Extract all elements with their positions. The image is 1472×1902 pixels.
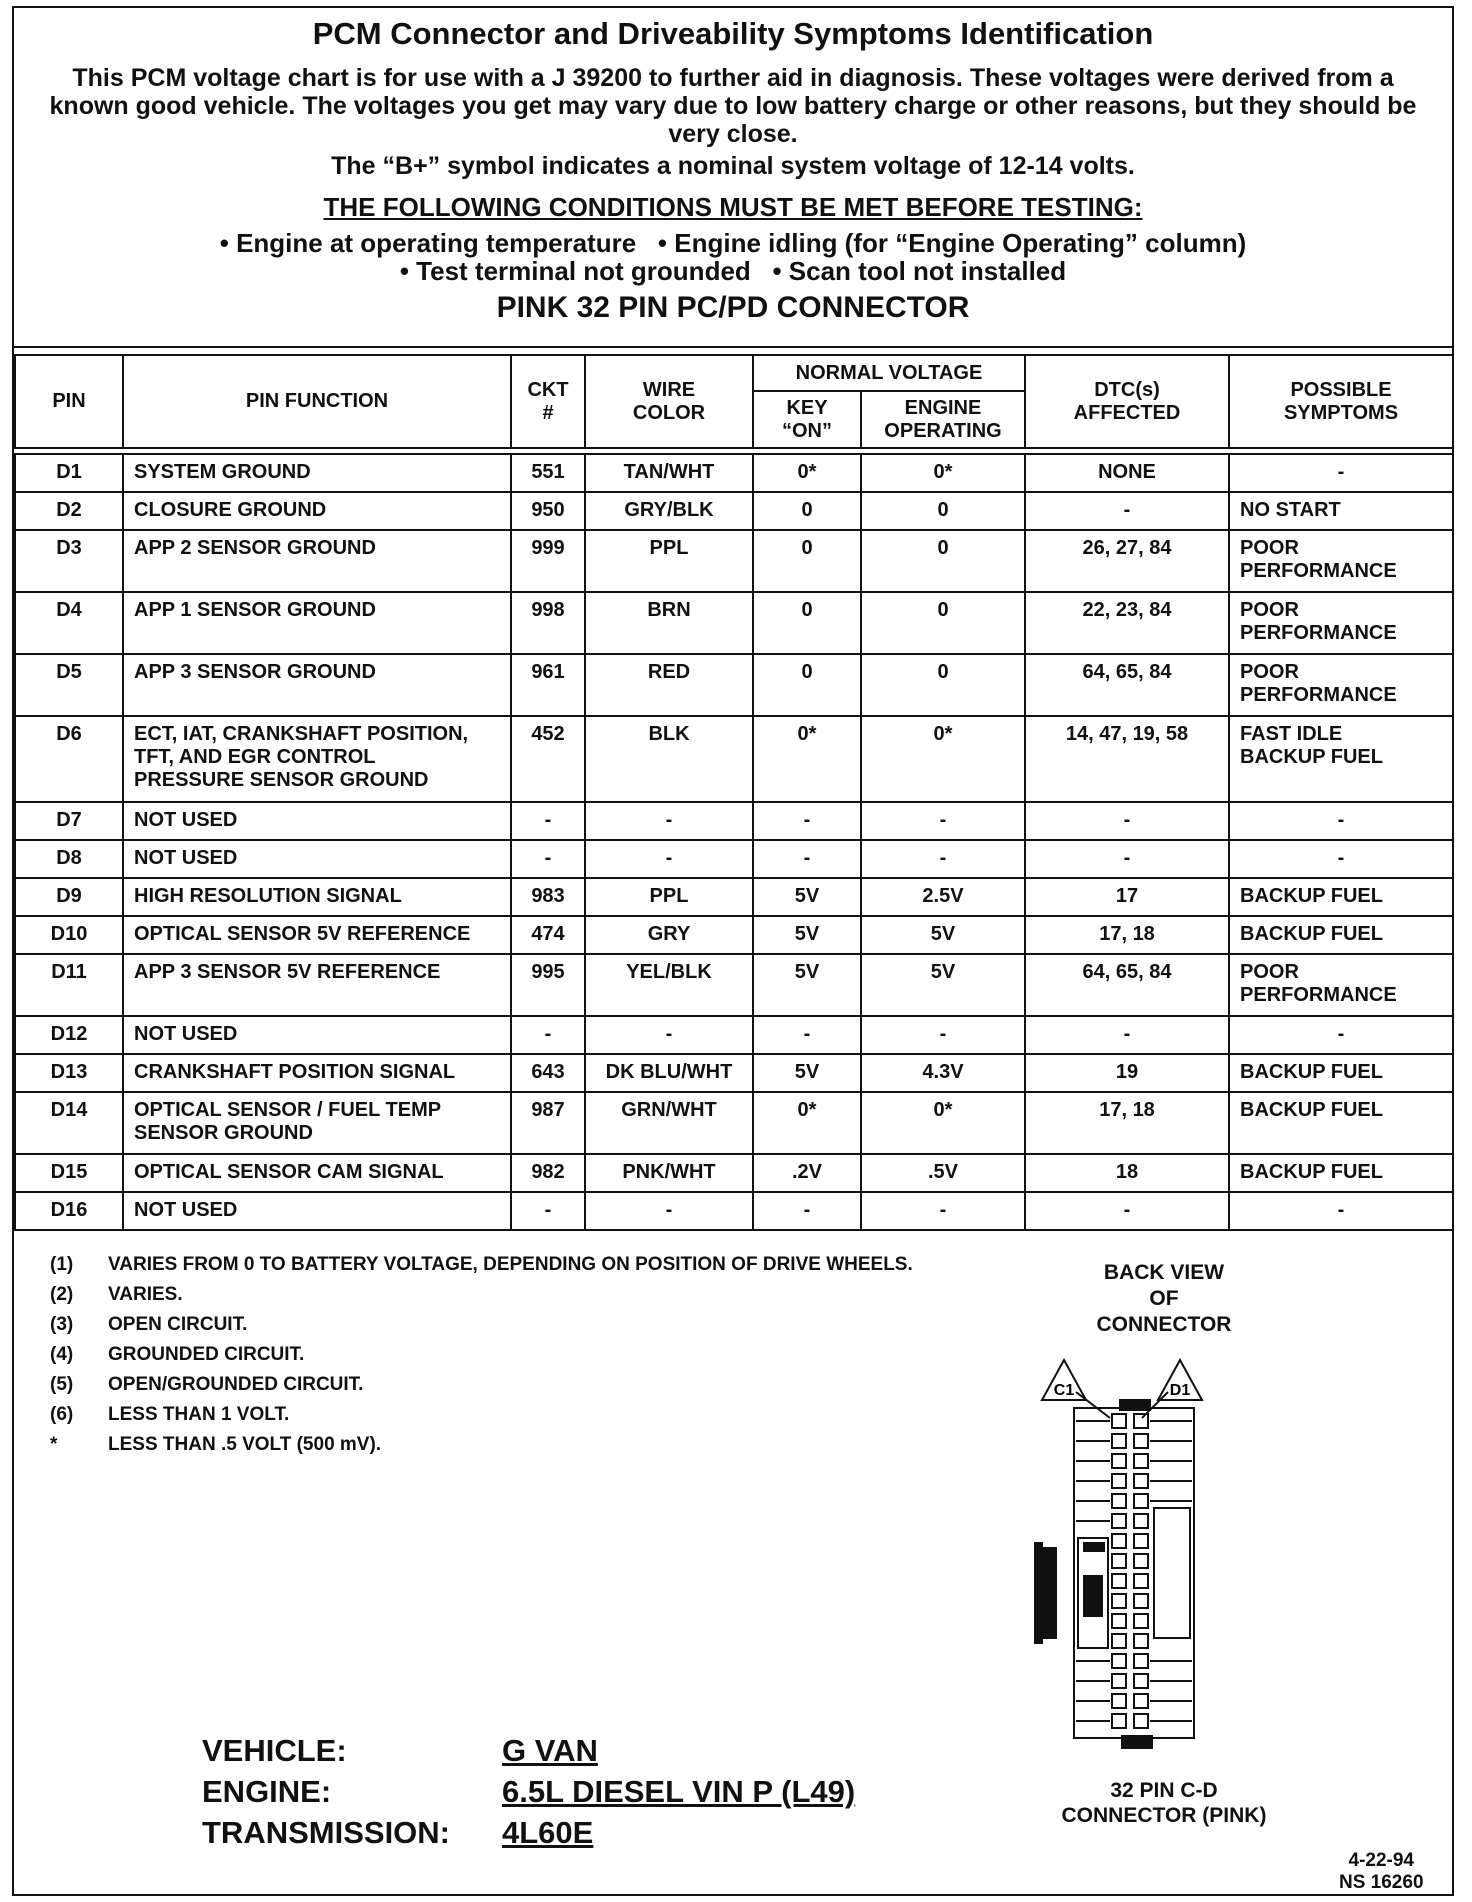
document-code <box>1339 1850 1424 1894</box>
header-engine-operating <box>861 391 1025 448</box>
note-text: LESS THAN 1 VOLT. <box>108 1404 290 1425</box>
dtc-cell: 14, 47, 19, 58 <box>1025 716 1229 802</box>
d-pin-cavity <box>1134 1434 1148 1448</box>
pin-cell: D8 <box>15 840 123 878</box>
note-item <box>50 1374 913 1404</box>
d-pin-cavity <box>1134 1634 1148 1648</box>
ckt-cell: 961 <box>511 654 585 716</box>
note-key: (6) <box>50 1404 74 1425</box>
engine-op-cell: 0* <box>861 454 1025 492</box>
d-pin-cavity <box>1134 1494 1148 1508</box>
ckt-cell: 452 <box>511 716 585 802</box>
symptom-line: POOR <box>1240 599 1299 621</box>
table-row <box>15 654 1453 716</box>
dtc-cell: 17, 18 <box>1025 916 1229 954</box>
pin-cell: D12 <box>15 1016 123 1054</box>
c-pin-cavity <box>1112 1574 1126 1588</box>
header-key-on <box>753 391 861 448</box>
header-pin-function: PIN FUNCTION <box>123 355 511 448</box>
note-key: (2) <box>50 1284 74 1305</box>
table-row <box>15 1192 1453 1230</box>
note-item <box>50 1254 913 1284</box>
table-row <box>15 492 1453 530</box>
c-pin-cavity <box>1112 1474 1126 1488</box>
engine-op-cell: 0 <box>861 530 1025 592</box>
symptom-line: - <box>1337 1199 1345 1221</box>
date-stamp: 4-22-94 <box>1348 1850 1414 1871</box>
c-pin-cavity <box>1112 1534 1126 1548</box>
c-pin-cavity <box>1112 1414 1126 1428</box>
note-text: LESS THAN .5 VOLT (500 mV). <box>108 1434 382 1455</box>
table-row <box>15 1016 1453 1054</box>
d-pin-cavity <box>1134 1594 1148 1608</box>
pin-cell: D4 <box>15 592 123 654</box>
transmission-value: 4L60E <box>502 1815 594 1850</box>
ckt-cell: 987 <box>511 1092 585 1154</box>
key-on-cell: 0 <box>753 654 861 716</box>
pin-cell: D2 <box>15 492 123 530</box>
c-pin-cavity <box>1112 1654 1126 1668</box>
d-pin-cavity <box>1134 1574 1148 1588</box>
dtc-cell: 17 <box>1025 878 1229 916</box>
dtc-cell: 19 <box>1025 1054 1229 1092</box>
symptom-line: PERFORMANCE <box>1240 560 1397 582</box>
key-on-cell: 0 <box>753 592 861 654</box>
header-wire-color <box>585 355 753 448</box>
wire-cell: GRY <box>585 916 753 954</box>
intro-text: This PCM voltage chart is for use with a J 39200 to further aid in diagnosis. These voltages were derived from a known good vehicle. The voltages you get may vary due to low battery charge or other reasons, but they should be very close. <box>49 64 1417 148</box>
wire-cell: YEL/BLK <box>585 954 753 1016</box>
condition-item: • Engine at operating temperature <box>220 228 637 258</box>
function-line: OPTICAL SENSOR 5V REFERENCE <box>134 923 471 945</box>
c1-label: C1 <box>1053 1382 1075 1399</box>
pin-cell: D9 <box>15 878 123 916</box>
dtc-cell: - <box>1025 840 1229 878</box>
key-on-cell: 0 <box>753 492 861 530</box>
c-pin-cavity <box>1112 1634 1126 1648</box>
header-ckt-line1: CKT <box>527 378 569 401</box>
function-cell <box>123 454 511 492</box>
table-row <box>15 916 1453 954</box>
note-key: (4) <box>50 1344 74 1365</box>
symptoms-cell <box>1229 1092 1453 1154</box>
symptom-line: PERFORMANCE <box>1240 622 1397 644</box>
table-row <box>15 802 1453 840</box>
dtc-cell: 17, 18 <box>1025 1092 1229 1154</box>
document-frame <box>12 6 1454 1896</box>
ckt-cell: 999 <box>511 530 585 592</box>
dtc-cell: NONE <box>1025 454 1229 492</box>
connector-caption <box>1024 1778 1304 1828</box>
table-row <box>15 840 1453 878</box>
dtc-cell: - <box>1025 1016 1229 1054</box>
symptom-line: BACKUP FUEL <box>1240 1161 1383 1183</box>
engine-op-cell: - <box>861 1192 1025 1230</box>
header-pin: PIN <box>15 355 123 448</box>
wire-cell: BLK <box>585 716 753 802</box>
symptom-line: PERFORMANCE <box>1240 684 1397 706</box>
function-cell <box>123 592 511 654</box>
pin-cell: D6 <box>15 716 123 802</box>
ckt-cell: - <box>511 1016 585 1054</box>
ckt-cell: 474 <box>511 916 585 954</box>
wire-cell: - <box>585 840 753 878</box>
note-text: OPEN/GROUNDED CIRCUIT. <box>108 1374 364 1395</box>
symptoms-cell <box>1229 954 1453 1016</box>
function-cell <box>123 530 511 592</box>
table-row <box>15 716 1453 802</box>
ckt-cell: - <box>511 840 585 878</box>
d-pin-cavity <box>1134 1714 1148 1728</box>
engine-op-cell: - <box>861 1016 1025 1054</box>
symptom-line: NO START <box>1240 499 1341 521</box>
symptom-line: BACKUP FUEL <box>1240 923 1383 945</box>
wire-cell: - <box>585 1016 753 1054</box>
back-view-line: BACK VIEW <box>1103 1261 1225 1284</box>
header-engine-line2: OPERATING <box>884 419 1002 442</box>
dtc-cell: - <box>1025 492 1229 530</box>
wire-cell: - <box>585 802 753 840</box>
vehicle-block <box>202 1733 855 1856</box>
d-pin-cavity <box>1134 1534 1148 1548</box>
condition-item: • Engine idling (for “Engine Operating” column) <box>658 228 1246 258</box>
symptoms-cell <box>1229 454 1453 492</box>
symptom-line: BACKUP FUEL <box>1240 746 1383 768</box>
symptom-line: BACKUP FUEL <box>1240 1061 1383 1083</box>
header-wire-line1: WIRE <box>642 378 696 401</box>
page-title: PCM Connector and Driveability Symptoms Identification <box>312 16 1154 51</box>
header-ckt-line2: # <box>542 401 554 424</box>
symptom-line: - <box>1337 461 1345 483</box>
symptom-line: POOR <box>1240 961 1299 983</box>
function-line: HIGH RESOLUTION SIGNAL <box>134 885 402 907</box>
back-view-line: CONNECTOR <box>1096 1313 1232 1336</box>
wire-cell: PNK/WHT <box>585 1154 753 1192</box>
function-cell <box>123 878 511 916</box>
c-pin-cavity <box>1112 1674 1126 1688</box>
function-line: PRESSURE SENSOR GROUND <box>134 769 429 791</box>
pin-rows <box>15 448 1453 1230</box>
d-pin-cavity <box>1134 1474 1148 1488</box>
header-key-line2: “ON” <box>782 419 832 442</box>
function-cell <box>123 492 511 530</box>
vehicle-value: G VAN <box>502 1733 598 1768</box>
engine-op-cell: 0 <box>861 654 1025 716</box>
pin-cell: D14 <box>15 1092 123 1154</box>
c-pin-cavity <box>1112 1554 1126 1568</box>
engine-op-cell: 2.5V <box>861 878 1025 916</box>
ckt-cell: 983 <box>511 878 585 916</box>
engine-op-cell: 0* <box>861 1092 1025 1154</box>
wire-cell: TAN/WHT <box>585 454 753 492</box>
transmission-row <box>202 1815 855 1856</box>
condition-item: • Test terminal not grounded <box>400 256 751 286</box>
key-on-cell: 0* <box>753 454 861 492</box>
conditions-heading: THE FOLLOWING CONDITIONS MUST BE MET BEFORE TESTING: <box>323 192 1143 222</box>
d-pin-cavity <box>1134 1414 1148 1428</box>
note-item <box>50 1344 913 1374</box>
key-on-cell: 5V <box>753 1054 861 1092</box>
symptoms-cell <box>1229 492 1453 530</box>
dtc-cell: - <box>1025 802 1229 840</box>
caption-line: 32 PIN C-D <box>1110 1779 1218 1802</box>
symptoms-cell <box>1229 878 1453 916</box>
header <box>14 8 1452 348</box>
wire-cell: GRN/WHT <box>585 1092 753 1154</box>
note-text: VARIES FROM 0 TO BATTERY VOLTAGE, DEPENDING ON POSITION OF DRIVE WHEELS. <box>108 1254 913 1275</box>
table-row <box>15 878 1453 916</box>
header-engine-line1: ENGINE <box>904 396 982 419</box>
ns-code: NS 16260 <box>1339 1872 1424 1893</box>
key-on-cell: - <box>753 1016 861 1054</box>
symptoms-cell <box>1229 1192 1453 1230</box>
c-pin-cavity <box>1112 1714 1126 1728</box>
engine-op-cell: 4.3V <box>861 1054 1025 1092</box>
pin-cell: D15 <box>15 1154 123 1192</box>
table-row <box>15 1054 1453 1092</box>
wire-cell: GRY/BLK <box>585 492 753 530</box>
symptom-line: FAST IDLE <box>1240 723 1343 745</box>
bplus-note: The “B+” symbol indicates a nominal system voltage of 12-14 volts. <box>331 152 1135 180</box>
pin-c1-marker <box>1042 1360 1110 1418</box>
header-dtc-line2: AFFECTED <box>1073 401 1181 424</box>
engine-op-cell: 5V <box>861 916 1025 954</box>
c-pin-cavity <box>1112 1594 1126 1608</box>
dtc-cell: 22, 23, 84 <box>1025 592 1229 654</box>
symptoms-cell <box>1229 592 1453 654</box>
conditions-line-1 <box>14 228 1452 259</box>
engine-op-cell: 0 <box>861 592 1025 654</box>
function-cell <box>123 1016 511 1054</box>
symptoms-cell <box>1229 530 1453 592</box>
note-text: OPEN CIRCUIT. <box>108 1314 248 1335</box>
ckt-cell: - <box>511 1192 585 1230</box>
condition-item: • Scan tool not installed <box>772 256 1066 286</box>
table-row <box>15 954 1453 1016</box>
wire-cell: RED <box>585 654 753 716</box>
symptom-line: BACKUP FUEL <box>1240 885 1383 907</box>
c-pin-cavity <box>1112 1454 1126 1468</box>
function-line: SENSOR GROUND <box>134 1122 313 1144</box>
wire-cell: - <box>585 1192 753 1230</box>
c-pin-cavity <box>1112 1434 1126 1448</box>
function-cell <box>123 840 511 878</box>
symptom-line: - <box>1337 847 1345 869</box>
connector-diagram <box>1034 1348 1234 1773</box>
note-item <box>50 1404 913 1434</box>
back-view-label <box>1054 1260 1274 1338</box>
c-pin-cavity <box>1112 1494 1126 1508</box>
function-cell <box>123 916 511 954</box>
pin-cell: D1 <box>15 454 123 492</box>
dtc-cell: 64, 65, 84 <box>1025 654 1229 716</box>
function-line: APP 3 SENSOR 5V REFERENCE <box>134 961 441 983</box>
note-key: (5) <box>50 1374 74 1395</box>
note-item <box>50 1314 913 1344</box>
dtc-cell: 18 <box>1025 1154 1229 1192</box>
ckt-cell: 995 <box>511 954 585 1016</box>
pin-cell: D11 <box>15 954 123 1016</box>
symptom-line: BACKUP FUEL <box>1240 1099 1383 1121</box>
d-pin-cavity <box>1134 1694 1148 1708</box>
d-pin-cavity <box>1134 1554 1148 1568</box>
function-line: CRANKSHAFT POSITION SIGNAL <box>134 1061 456 1083</box>
note-key: (1) <box>50 1254 74 1275</box>
symptoms-cell <box>1229 802 1453 840</box>
c-pin-cavity <box>1112 1694 1126 1708</box>
header-dtc <box>1025 355 1229 448</box>
table-row <box>15 530 1453 592</box>
function-line: CLOSURE GROUND <box>134 499 327 521</box>
key-on-cell: 0* <box>753 716 861 802</box>
c-pin-cavity <box>1112 1514 1126 1528</box>
function-cell <box>123 716 511 802</box>
header-wire-line2: COLOR <box>632 401 706 424</box>
note-text: GROUNDED CIRCUIT. <box>108 1344 305 1365</box>
header-normal-voltage: NORMAL VOLTAGE <box>753 355 1025 391</box>
dtc-cell: - <box>1025 1192 1229 1230</box>
key-on-cell: 0* <box>753 1092 861 1154</box>
key-on-cell: .2V <box>753 1154 861 1192</box>
function-cell <box>123 654 511 716</box>
key-on-cell: 0 <box>753 530 861 592</box>
function-line: NOT USED <box>134 1199 238 1221</box>
function-line: APP 3 SENSOR GROUND <box>134 661 376 683</box>
function-line: TFT, AND EGR CONTROL <box>134 746 376 768</box>
connector-pins <box>1112 1414 1148 1728</box>
engine-label: ENGINE: <box>202 1774 332 1809</box>
pin-cell: D13 <box>15 1054 123 1092</box>
d-pin-cavity <box>1134 1454 1148 1468</box>
key-on-cell: 5V <box>753 878 861 916</box>
note-key: * <box>50 1434 58 1455</box>
table-row <box>15 592 1453 654</box>
header-symptoms-line1: POSSIBLE <box>1290 378 1392 401</box>
note-item <box>50 1284 913 1314</box>
header-ckt <box>511 355 585 448</box>
key-on-cell: 5V <box>753 916 861 954</box>
function-line: ECT, IAT, CRANKSHAFT POSITION, <box>134 723 469 745</box>
note-text: VARIES. <box>108 1284 183 1305</box>
engine-value: 6.5L DIESEL VIN P (L49) <box>502 1774 856 1809</box>
function-line: APP 2 SENSOR GROUND <box>134 537 376 559</box>
ckt-cell: 643 <box>511 1054 585 1092</box>
pin-cell: D3 <box>15 530 123 592</box>
key-on-cell: 5V <box>753 954 861 1016</box>
wire-cell: PPL <box>585 530 753 592</box>
pin-cell: D7 <box>15 802 123 840</box>
function-cell <box>123 1054 511 1092</box>
note-key: (3) <box>50 1314 74 1335</box>
conditions-line-2 <box>14 256 1452 287</box>
symptoms-cell <box>1229 654 1453 716</box>
ckt-cell: 551 <box>511 454 585 492</box>
vehicle-row <box>202 1733 855 1774</box>
connector-title: PINK 32 PIN PC/PD CONNECTOR <box>496 291 970 324</box>
pin-cell: D10 <box>15 916 123 954</box>
symptom-line: POOR <box>1240 537 1299 559</box>
d-pin-cavity <box>1134 1654 1148 1668</box>
engine-op-cell: - <box>861 840 1025 878</box>
function-line: SYSTEM GROUND <box>134 461 311 483</box>
ckt-cell: 950 <box>511 492 585 530</box>
d-pin-cavity <box>1134 1514 1148 1528</box>
function-cell <box>123 802 511 840</box>
symptoms-cell <box>1229 840 1453 878</box>
key-on-cell: - <box>753 1192 861 1230</box>
function-cell <box>123 1192 511 1230</box>
symptom-line: POOR <box>1240 661 1299 683</box>
wire-cell: PPL <box>585 878 753 916</box>
engine-row <box>202 1774 855 1815</box>
symptoms-cell <box>1229 1054 1453 1092</box>
table-row <box>15 454 1453 492</box>
engine-op-cell: 5V <box>861 954 1025 1016</box>
symptoms-cell <box>1229 1016 1453 1054</box>
symptoms-cell <box>1229 716 1453 802</box>
function-line: NOT USED <box>134 809 238 831</box>
key-on-cell: - <box>753 840 861 878</box>
caption-line: CONNECTOR (PINK) <box>1061 1804 1267 1827</box>
pin-cell: D5 <box>15 654 123 716</box>
symptom-line: PERFORMANCE <box>1240 984 1397 1006</box>
function-line: OPTICAL SENSOR / FUEL TEMP <box>134 1099 442 1121</box>
engine-op-cell: - <box>861 802 1025 840</box>
symptoms-cell <box>1229 1154 1453 1192</box>
engine-op-cell: 0* <box>861 716 1025 802</box>
d1-label: D1 <box>1169 1382 1191 1399</box>
symptom-line: - <box>1337 809 1345 831</box>
function-cell <box>123 954 511 1016</box>
symptom-line: - <box>1337 1023 1345 1045</box>
symptoms-cell <box>1229 916 1453 954</box>
pin-table <box>14 354 1454 1231</box>
function-line: OPTICAL SENSOR CAM SIGNAL <box>134 1161 444 1183</box>
back-view-line: OF <box>1149 1287 1179 1310</box>
wire-cell: BRN <box>585 592 753 654</box>
dtc-cell: 64, 65, 84 <box>1025 954 1229 1016</box>
function-line: APP 1 SENSOR GROUND <box>134 599 376 621</box>
header-symptoms-line2: SYMPTOMS <box>1283 401 1399 424</box>
d-pin-cavity <box>1134 1614 1148 1628</box>
function-line: NOT USED <box>134 847 238 869</box>
header-dtc-line1: DTC(s) <box>1094 378 1160 401</box>
vehicle-label: VEHICLE: <box>202 1733 347 1768</box>
function-cell <box>123 1154 511 1192</box>
header-key-line1: KEY <box>786 396 828 419</box>
function-line: NOT USED <box>134 1023 238 1045</box>
ckt-cell: - <box>511 802 585 840</box>
d-pin-cavity <box>1134 1674 1148 1688</box>
engine-op-cell: .5V <box>861 1154 1025 1192</box>
ckt-cell: 982 <box>511 1154 585 1192</box>
table-row <box>15 1154 1453 1192</box>
wire-cell: DK BLU/WHT <box>585 1054 753 1092</box>
dtc-cell: 26, 27, 84 <box>1025 530 1229 592</box>
note-item <box>50 1434 913 1464</box>
c-pin-cavity <box>1112 1614 1126 1628</box>
pin-cell: D16 <box>15 1192 123 1230</box>
notes-list <box>50 1254 913 1464</box>
transmission-label: TRANSMISSION: <box>202 1815 450 1850</box>
function-cell <box>123 1092 511 1154</box>
engine-op-cell: 0 <box>861 492 1025 530</box>
key-on-cell: - <box>753 802 861 840</box>
ckt-cell: 998 <box>511 592 585 654</box>
header-symptoms <box>1229 355 1453 448</box>
table-row <box>15 1092 1453 1154</box>
